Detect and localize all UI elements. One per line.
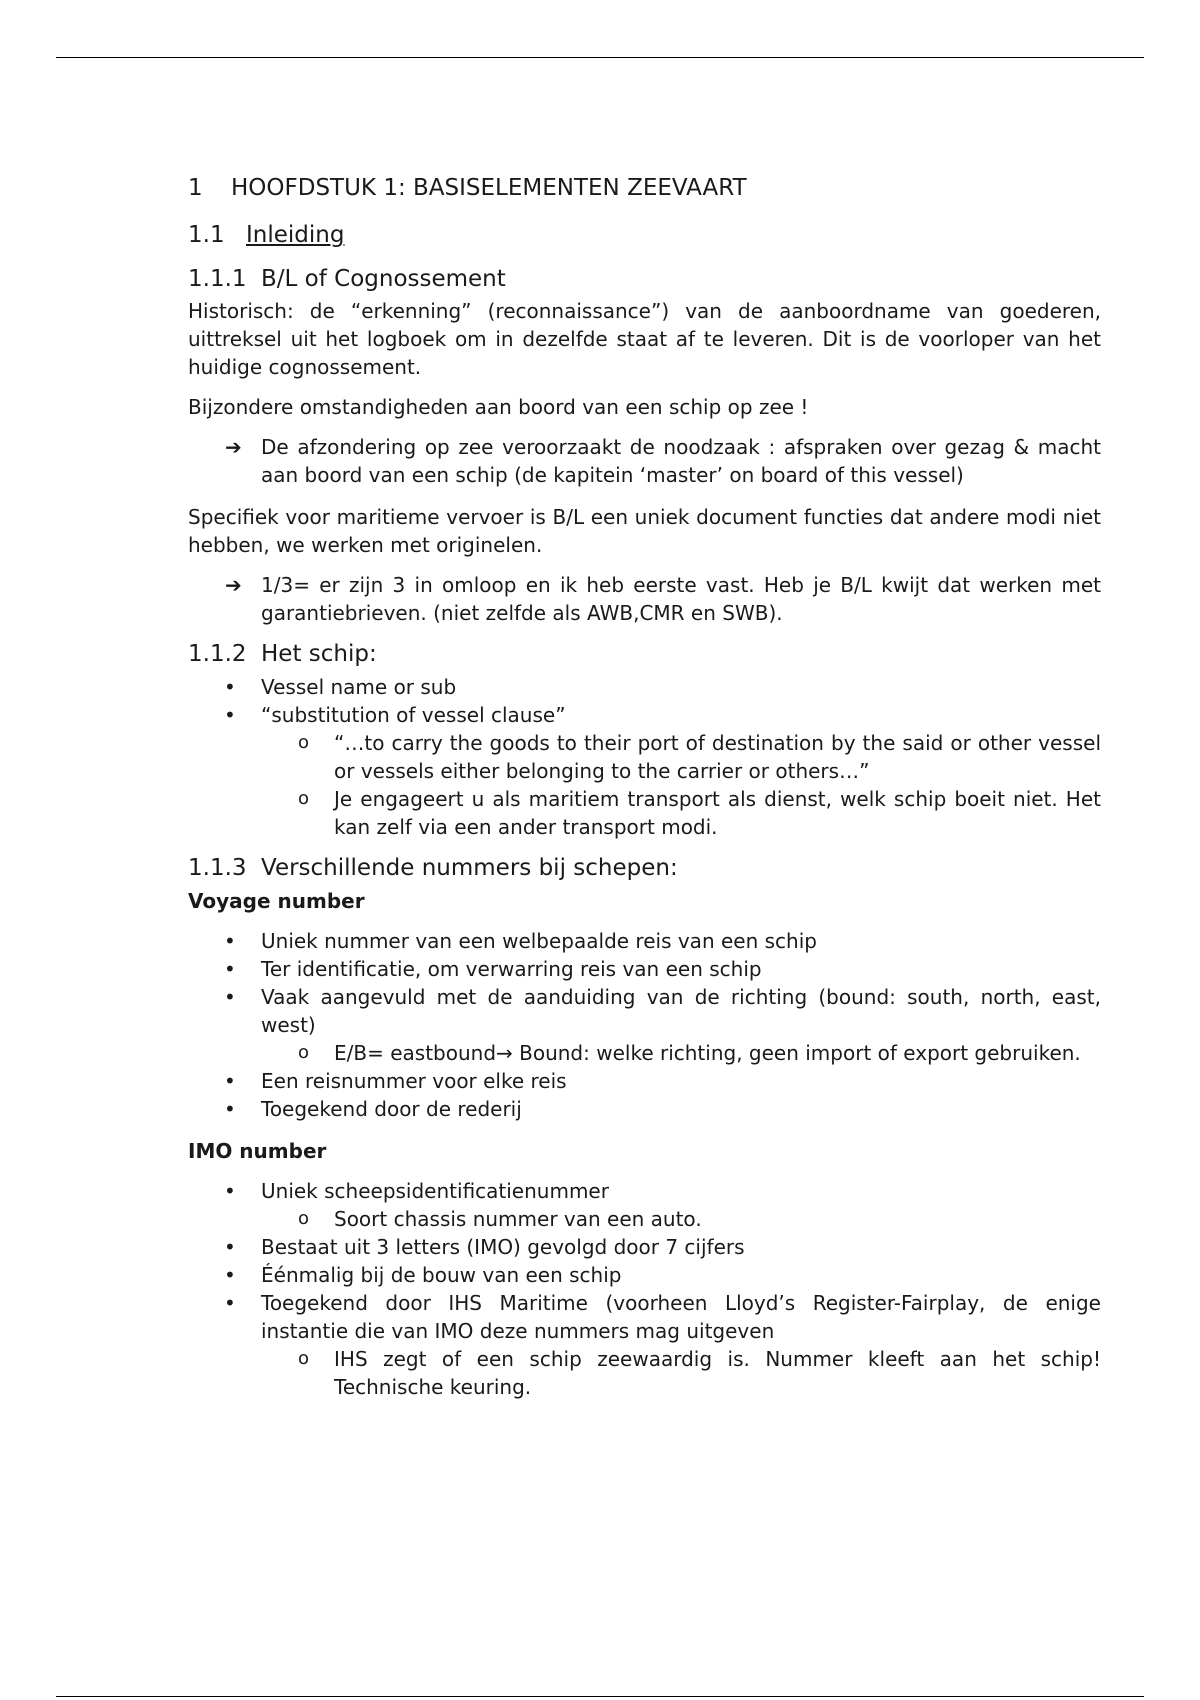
list-item-text: Uniek nummer van een welbepaalde reis van een schip [261, 928, 817, 953]
list-item [188, 673, 1101, 701]
list-item-text: Vaak aangevuld met de aanduiding van de richting (bound: south, north, east, west) [261, 984, 1101, 1037]
list-item-text: Bestaat uit 3 letters (IMO) gevolgd door 7 cijfers [261, 1234, 745, 1259]
heading-1-title: HOOFDSTUK 1: BASISELEMENTEN ZEEVAART [231, 175, 747, 201]
arrow-icon: ➔ [225, 435, 242, 460]
list-item-text: Toegekend door IHS Maritime (voorheen Lloyd’s Register-Fairplay, de enige instantie die van IMO deze nummers mag uitgeven [261, 1290, 1101, 1343]
list-item [188, 701, 1101, 841]
heading-1-1-2-title: Het schip: [261, 641, 377, 668]
header-rule [56, 57, 1144, 58]
sub-list [261, 1345, 1101, 1401]
list-item-text: Uniek scheepsidentificatienummer [261, 1178, 609, 1203]
paragraph-omstandigheden: Bijzondere omstandigheden aan boord van een schip op zee ! [188, 395, 809, 420]
sub-list-item [298, 1205, 1101, 1233]
arrow-item [188, 571, 1101, 627]
sub-list-item [298, 1345, 1101, 1401]
bullet-list-voyage [188, 927, 1101, 1123]
heading-1-1 [188, 222, 1101, 248]
bullet-icon: • [224, 1096, 236, 1121]
list-item-text: Toegekend door de rederij [261, 1096, 522, 1121]
sub-bullet-icon: o [298, 1041, 310, 1063]
list-item [188, 1261, 1101, 1289]
list-item [188, 1095, 1101, 1123]
bullet-icon: • [224, 1290, 236, 1315]
heading-1-1-number: 1.1 [188, 222, 225, 249]
arrow-list-2 [188, 571, 1101, 627]
sub-bullet-icon: o [298, 1347, 310, 1369]
heading-1-1-2 [188, 641, 1101, 669]
arrow-item-text: De afzondering op zee veroorzaakt de noodzaak : afspraken over gezag & macht aan boord van een schip (de kapitein ‘master’ on board of this vessel) [261, 435, 1101, 488]
arrow-list-1 [188, 433, 1101, 489]
arrow-item-text: 1/3= er zijn 3 in omloop en ik heb eerste vast. Heb je B/L kwijt dat werken met garantiebrieven. (niet zelfde als AWB,CMR en SWB). [261, 573, 1101, 626]
sub-bullet-icon: o [298, 788, 310, 810]
heading-1-1-1-title: B/L of Cognossement [261, 265, 506, 292]
list-item [188, 927, 1101, 955]
bullet-list-imo [188, 1177, 1101, 1401]
sub-list [261, 1205, 1101, 1233]
heading-1-1-3-number: 1.1.3 [188, 855, 247, 882]
sub-list-item-text: IHS zegt of een schip zeewaardig is. Nummer kleeft aan het schip! Technische keuring. [334, 1346, 1101, 1399]
sub-list-item-text: Je engageert u als maritiem transport als dienst, welk schip boeit niet. Het kan zelf via een ander transport modi. [334, 787, 1101, 840]
sub-list-item-text: “…to carry the goods to their port of destination by the said or other vessel or vessels either belonging to the carrier or others…” [334, 731, 1101, 784]
paragraph-specifiek: Specifiek voor maritieme vervoer is B/L een uniek document functies dat andere modi niet hebben, we werken met originelen. [188, 505, 1101, 558]
bullet-icon: • [224, 703, 236, 728]
sub-bullet-icon: o [298, 1207, 310, 1229]
sub-list-item-text: Soort chassis nummer van een auto. [334, 1206, 702, 1231]
list-item-text: Vessel name or sub [261, 675, 457, 700]
heading-1-1-1-number: 1.1.1 [188, 265, 247, 292]
bullet-icon: • [224, 1178, 236, 1203]
paragraph-historisch: Historisch: de “erkenning” (reconnaissance”) van de aanboordname van goederen, uittreksel uit het logboek om in dezelfde staat af te leveren. Dit is de voorloper van het huidige cognossement. [188, 299, 1101, 380]
imo-number-label: IMO number [188, 1138, 327, 1163]
heading-1-1-1 [188, 266, 1101, 294]
bullet-icon: • [224, 675, 236, 700]
list-item [188, 955, 1101, 983]
bullet-icon: • [224, 984, 236, 1009]
bullet-icon: • [224, 1262, 236, 1287]
sub-list-item [298, 785, 1101, 841]
sub-list-item-text: E/B= eastbound→ Bound: welke richting, geen import of export gebruiken. [334, 1040, 1081, 1065]
bullet-icon: • [224, 956, 236, 981]
sub-list [261, 729, 1101, 841]
sub-bullet-icon: o [298, 732, 310, 754]
voyage-number-label: Voyage number [188, 888, 365, 913]
list-item [188, 1177, 1101, 1233]
bullet-icon: • [224, 1234, 236, 1259]
heading-1-1-3-title: Verschillende nummers bij schepen: [261, 855, 678, 882]
list-item [188, 1289, 1101, 1401]
heading-1-number: 1 [188, 175, 203, 201]
list-item-text: Ter identificatie, om verwarring reis van een schip [261, 956, 762, 981]
sub-list-item [298, 1039, 1101, 1067]
list-item-text: “substitution of vessel clause” [261, 703, 566, 728]
list-item-text: Een reisnummer voor elke reis [261, 1068, 567, 1093]
heading-1-1-3 [188, 855, 1101, 883]
arrow-icon: ➔ [225, 573, 242, 598]
heading-1-1-title: Inleiding [246, 222, 345, 249]
document-body [188, 175, 1101, 1415]
sub-list-item [298, 729, 1101, 785]
sub-list [261, 1039, 1101, 1067]
arrow-item [188, 433, 1101, 489]
list-item [188, 1067, 1101, 1095]
list-item [188, 1233, 1101, 1261]
bullet-icon: • [224, 928, 236, 953]
bullet-list-schip [188, 673, 1101, 841]
heading-1 [188, 175, 1101, 201]
heading-1-1-2-number: 1.1.2 [188, 641, 247, 668]
list-item [188, 983, 1101, 1067]
list-item-text: Éénmalig bij de bouw van een schip [261, 1262, 622, 1287]
footer-rule [56, 1696, 1144, 1697]
bullet-icon: • [224, 1068, 236, 1093]
